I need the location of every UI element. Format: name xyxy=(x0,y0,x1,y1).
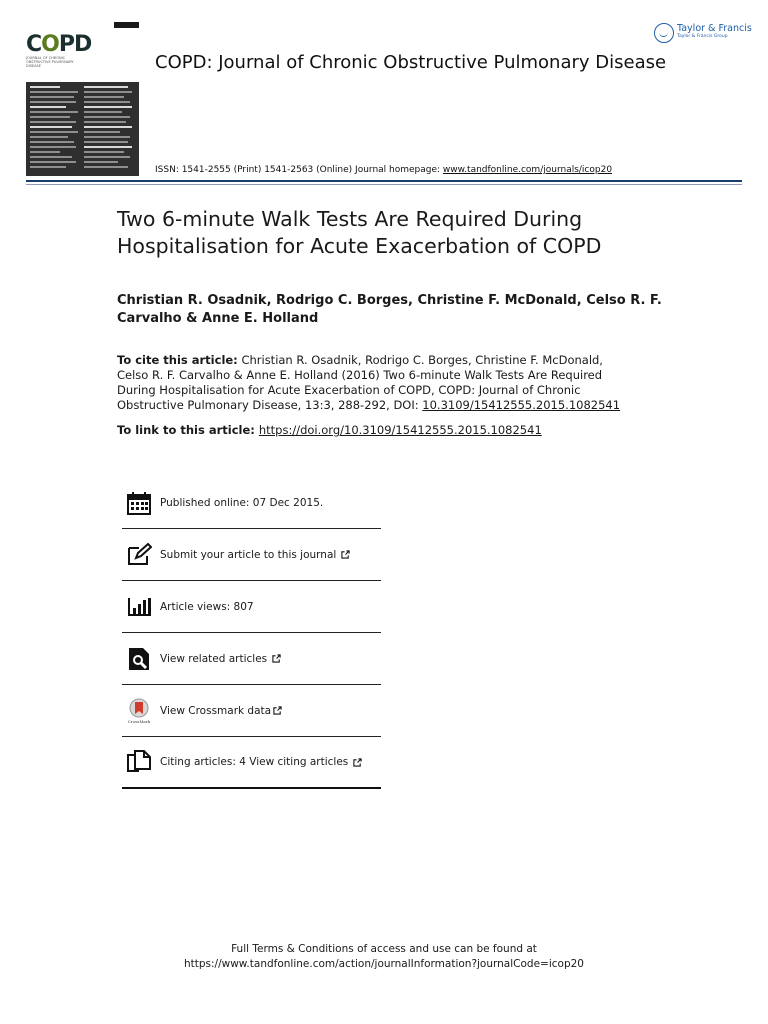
publisher-group: Taylor & Francis Group xyxy=(677,34,728,39)
terms-footer xyxy=(0,942,768,972)
header-divider-thin xyxy=(26,184,742,185)
article-link-line xyxy=(117,423,542,437)
article-title: Two 6-minute Walk Tests Are Required During Hospitalisation for Acute Exacerbation of COPD xyxy=(117,207,602,258)
article-views-text: Article views: 807 xyxy=(160,600,254,613)
submit-article-row[interactable] xyxy=(122,529,381,581)
publisher-logo[interactable] xyxy=(654,23,752,43)
published-online-row xyxy=(122,477,381,529)
journal-homepage-link[interactable]: www.tandfonline.com/journals/icop20 xyxy=(442,165,613,175)
svg-text:CrossMark: CrossMark xyxy=(127,718,151,724)
related-articles-link[interactable]: View related articles xyxy=(160,652,268,665)
logo-subtitle: JOURNAL OF CHRONIC OBSTRUCTIVE PULMONARY DISEASE xyxy=(26,56,74,68)
published-online-text: Published online: 07 Dec 2015. xyxy=(160,496,324,509)
journal-title: COPD: Journal of Chronic Obstructive Pulmonary Disease xyxy=(155,52,667,73)
article-views-row xyxy=(122,581,381,633)
publisher-logo-icon xyxy=(654,23,674,43)
external-link-icon xyxy=(341,550,350,559)
citation-block xyxy=(117,353,622,413)
citation-label: To cite this article: xyxy=(117,353,238,367)
crossmark-icon xyxy=(126,698,152,724)
external-link-icon xyxy=(353,758,362,767)
header-divider xyxy=(26,180,742,182)
crossmark-row[interactable] xyxy=(122,685,381,737)
terms-url-link[interactable]: https://www.tandfonline.com/action/journalInformation?journalCode=icop20 xyxy=(184,958,584,970)
external-link-icon xyxy=(273,706,282,715)
issn-line xyxy=(155,165,612,175)
citation-doi-link[interactable]: 10.3109/15412555.2015.1082541 xyxy=(422,398,621,412)
related-articles-row[interactable] xyxy=(122,633,381,685)
article-info-list xyxy=(122,477,381,789)
citing-articles-link[interactable]: Citing articles: 4 View citing articles xyxy=(160,756,349,768)
cover-thumbnail-bar xyxy=(114,22,139,28)
calendar-icon xyxy=(126,490,152,516)
document-search-icon xyxy=(126,646,152,672)
terms-line: Full Terms & Conditions of access and use can be found at xyxy=(231,943,537,955)
logo-text: COPD xyxy=(26,32,92,57)
publisher-name: Taylor & Francis xyxy=(677,23,752,34)
issn-text: ISSN: 1541-2555 (Print) 1541-2563 (Online) Journal homepage: xyxy=(155,165,443,175)
crossmark-link[interactable]: View Crossmark data xyxy=(160,704,272,717)
citing-articles-row[interactable] xyxy=(122,737,381,789)
external-link-icon xyxy=(272,654,281,663)
edit-icon xyxy=(126,542,152,568)
bar-chart-icon xyxy=(126,594,152,620)
article-doi-link[interactable]: https://doi.org/10.3109/15412555.2015.1082541 xyxy=(258,423,542,437)
article-link-label: To link to this article: xyxy=(117,423,259,437)
citation-text: Christian R. Osadnik, Rodrigo C. Borges, Christine F. McDonald, Celso R. F. Carvalho & Anne E. Holland (2016) Two 6-minute Walk Tests Are Required During Hospitalisation for Acute Exacerbation of COPD, COPD: Journal of Chronic Obstructive Pulmonary Disease, 13:3, 288-292, DOI: xyxy=(117,353,603,412)
journal-logo xyxy=(26,32,92,68)
article-authors: Christian R. Osadnik, Rodrigo C. Borges, Christine F. McDonald, Celso R. F. Carvalho & Anne E. Holland xyxy=(117,293,662,326)
submit-article-link[interactable]: Submit your article to this journal xyxy=(160,548,337,561)
citing-documents-icon xyxy=(126,749,152,775)
journal-cover-image xyxy=(26,82,139,176)
